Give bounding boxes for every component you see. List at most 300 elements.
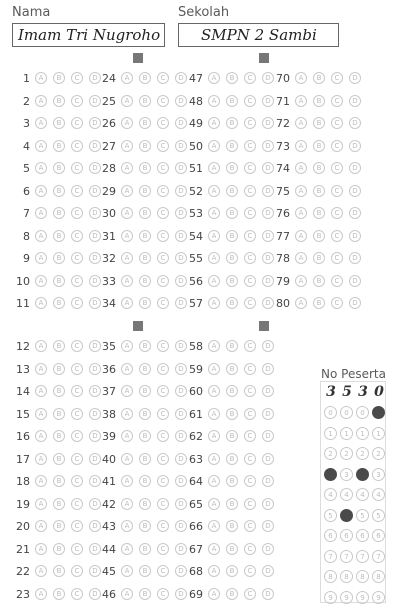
nama-field[interactable]: Imam Tri Nugroho [12, 23, 165, 47]
answer-bubble-b[interactable]: B [139, 162, 151, 174]
answer-bubble-c[interactable]: C [331, 72, 343, 84]
answer-bubble-a[interactable]: A [208, 588, 220, 600]
answer-bubble-d[interactable]: D [175, 185, 187, 197]
answer-bubble-c[interactable]: C [331, 95, 343, 107]
answer-bubble-a[interactable]: A [35, 95, 47, 107]
answer-bubble-c[interactable]: C [244, 498, 256, 510]
answer-bubble-c[interactable]: C [244, 117, 256, 129]
answer-bubble-b[interactable]: B [139, 475, 151, 487]
answer-bubble-b[interactable]: B [226, 230, 238, 242]
answer-bubble-b[interactable]: B [226, 297, 238, 309]
answer-bubble-c[interactable]: C [157, 588, 169, 600]
no-peserta-bubble-9[interactable]: 9 [340, 591, 353, 604]
answer-bubble-a[interactable]: A [121, 297, 133, 309]
no-peserta-bubble-3[interactable]: 3 [340, 468, 353, 481]
no-peserta-bubble-4[interactable]: 4 [372, 488, 385, 501]
answer-bubble-b[interactable]: B [139, 385, 151, 397]
answer-bubble-d[interactable]: D [89, 72, 101, 84]
answer-bubble-a[interactable]: A [35, 275, 47, 287]
answer-bubble-a[interactable]: A [208, 430, 220, 442]
no-peserta-bubble-0[interactable] [372, 406, 385, 419]
answer-bubble-d[interactable]: D [262, 162, 274, 174]
no-peserta-bubble-2[interactable]: 2 [356, 447, 369, 460]
answer-bubble-b[interactable]: B [139, 275, 151, 287]
answer-bubble-d[interactable]: D [349, 297, 361, 309]
sekolah-field[interactable]: SMPN 2 Sambi [178, 23, 339, 47]
answer-bubble-d[interactable]: D [175, 475, 187, 487]
answer-bubble-b[interactable]: B [313, 207, 325, 219]
answer-bubble-a[interactable]: A [121, 498, 133, 510]
answer-bubble-d[interactable]: D [262, 297, 274, 309]
answer-bubble-d[interactable]: D [89, 140, 101, 152]
answer-bubble-c[interactable]: C [157, 475, 169, 487]
answer-bubble-a[interactable]: A [121, 453, 133, 465]
answer-bubble-d[interactable]: D [349, 117, 361, 129]
answer-bubble-c[interactable]: C [244, 588, 256, 600]
answer-bubble-b[interactable]: B [313, 95, 325, 107]
answer-bubble-b[interactable]: B [226, 543, 238, 555]
answer-bubble-a[interactable]: A [295, 275, 307, 287]
no-peserta-bubble-1[interactable]: 1 [356, 427, 369, 440]
answer-bubble-b[interactable]: B [139, 72, 151, 84]
answer-bubble-c[interactable]: C [157, 408, 169, 420]
answer-bubble-b[interactable]: B [139, 453, 151, 465]
answer-bubble-c[interactable]: C [71, 453, 83, 465]
answer-bubble-a[interactable]: A [208, 72, 220, 84]
answer-bubble-b[interactable]: B [53, 363, 65, 375]
answer-bubble-b[interactable]: B [226, 72, 238, 84]
answer-bubble-a[interactable]: A [208, 340, 220, 352]
no-peserta-bubble-7[interactable]: 7 [324, 550, 337, 563]
answer-bubble-b[interactable]: B [313, 162, 325, 174]
answer-bubble-d[interactable]: D [262, 72, 274, 84]
answer-bubble-b[interactable]: B [53, 72, 65, 84]
answer-bubble-d[interactable]: D [262, 275, 274, 287]
answer-bubble-c[interactable]: C [244, 520, 256, 532]
answer-bubble-b[interactable]: B [139, 340, 151, 352]
answer-bubble-a[interactable]: A [35, 520, 47, 532]
answer-bubble-a[interactable]: A [121, 95, 133, 107]
answer-bubble-a[interactable]: A [35, 140, 47, 152]
answer-bubble-a[interactable]: A [208, 207, 220, 219]
answer-bubble-a[interactable]: A [208, 385, 220, 397]
no-peserta-bubble-0[interactable]: 0 [356, 406, 369, 419]
answer-bubble-d[interactable]: D [89, 297, 101, 309]
answer-bubble-d[interactable]: D [349, 140, 361, 152]
answer-bubble-c[interactable]: C [157, 185, 169, 197]
no-peserta-bubble-2[interactable]: 2 [340, 447, 353, 460]
answer-bubble-d[interactable]: D [262, 385, 274, 397]
answer-bubble-d[interactable]: D [175, 453, 187, 465]
answer-bubble-c[interactable]: C [71, 430, 83, 442]
answer-bubble-c[interactable]: C [157, 162, 169, 174]
answer-bubble-b[interactable]: B [139, 363, 151, 375]
answer-bubble-a[interactable]: A [295, 95, 307, 107]
answer-bubble-b[interactable]: B [53, 117, 65, 129]
answer-bubble-d[interactable]: D [262, 252, 274, 264]
answer-bubble-d[interactable]: D [262, 207, 274, 219]
answer-bubble-c[interactable]: C [71, 543, 83, 555]
answer-bubble-d[interactable]: D [349, 252, 361, 264]
answer-bubble-b[interactable]: B [53, 230, 65, 242]
answer-bubble-c[interactable]: C [331, 207, 343, 219]
answer-bubble-d[interactable]: D [89, 230, 101, 242]
answer-bubble-b[interactable]: B [53, 252, 65, 264]
answer-bubble-c[interactable]: C [71, 520, 83, 532]
answer-bubble-c[interactable]: C [157, 252, 169, 264]
answer-bubble-c[interactable]: C [244, 230, 256, 242]
no-peserta-bubble-3[interactable]: 3 [372, 468, 385, 481]
no-peserta-bubble-2[interactable]: 2 [324, 447, 337, 460]
answer-bubble-a[interactable]: A [121, 588, 133, 600]
no-peserta-bubble-0[interactable]: 0 [340, 406, 353, 419]
answer-bubble-a[interactable]: A [121, 385, 133, 397]
answer-bubble-a[interactable]: A [121, 185, 133, 197]
answer-bubble-c[interactable]: C [244, 95, 256, 107]
answer-bubble-c[interactable]: C [244, 385, 256, 397]
answer-bubble-d[interactable]: D [89, 95, 101, 107]
no-peserta-bubble-8[interactable]: 8 [356, 570, 369, 583]
answer-bubble-a[interactable]: A [35, 363, 47, 375]
answer-bubble-d[interactable]: D [262, 430, 274, 442]
no-peserta-bubble-3[interactable] [356, 468, 369, 481]
answer-bubble-d[interactable]: D [262, 140, 274, 152]
answer-bubble-d[interactable]: D [175, 275, 187, 287]
no-peserta-bubble-9[interactable]: 9 [372, 591, 385, 604]
answer-bubble-c[interactable]: C [71, 565, 83, 577]
answer-bubble-a[interactable]: A [35, 207, 47, 219]
answer-bubble-b[interactable]: B [226, 340, 238, 352]
answer-bubble-b[interactable]: B [313, 140, 325, 152]
answer-bubble-b[interactable]: B [226, 252, 238, 264]
no-peserta-bubble-8[interactable]: 8 [372, 570, 385, 583]
answer-bubble-c[interactable]: C [244, 207, 256, 219]
answer-bubble-d[interactable]: D [349, 275, 361, 287]
answer-bubble-b[interactable]: B [139, 588, 151, 600]
answer-bubble-b[interactable]: B [139, 565, 151, 577]
answer-bubble-a[interactable]: A [295, 140, 307, 152]
answer-bubble-a[interactable]: A [295, 230, 307, 242]
answer-bubble-d[interactable]: D [89, 363, 101, 375]
answer-bubble-c[interactable]: C [244, 275, 256, 287]
answer-bubble-a[interactable]: A [208, 117, 220, 129]
answer-bubble-d[interactable]: D [89, 453, 101, 465]
answer-bubble-d[interactable]: D [89, 162, 101, 174]
answer-bubble-c[interactable]: C [157, 385, 169, 397]
answer-bubble-c[interactable]: C [71, 385, 83, 397]
answer-bubble-a[interactable]: A [208, 95, 220, 107]
answer-bubble-c[interactable]: C [71, 498, 83, 510]
answer-bubble-a[interactable]: A [35, 498, 47, 510]
answer-bubble-b[interactable]: B [53, 520, 65, 532]
no-peserta-bubble-8[interactable]: 8 [324, 570, 337, 583]
answer-bubble-b[interactable]: B [226, 363, 238, 375]
answer-bubble-d[interactable]: D [262, 565, 274, 577]
answer-bubble-a[interactable]: A [208, 408, 220, 420]
answer-bubble-c[interactable]: C [331, 185, 343, 197]
answer-bubble-d[interactable]: D [349, 230, 361, 242]
answer-bubble-a[interactable]: A [121, 252, 133, 264]
no-peserta-bubble-2[interactable]: 2 [372, 447, 385, 460]
answer-bubble-b[interactable]: B [139, 498, 151, 510]
answer-bubble-b[interactable]: B [226, 140, 238, 152]
answer-bubble-c[interactable]: C [71, 140, 83, 152]
answer-bubble-c[interactable]: C [71, 117, 83, 129]
no-peserta-bubble-0[interactable]: 0 [324, 406, 337, 419]
answer-bubble-a[interactable]: A [295, 252, 307, 264]
answer-bubble-a[interactable]: A [295, 72, 307, 84]
answer-bubble-b[interactable]: B [226, 453, 238, 465]
answer-bubble-d[interactable]: D [175, 252, 187, 264]
answer-bubble-b[interactable]: B [53, 95, 65, 107]
answer-bubble-a[interactable]: A [35, 543, 47, 555]
answer-bubble-a[interactable]: A [121, 430, 133, 442]
answer-bubble-b[interactable]: B [53, 207, 65, 219]
answer-bubble-b[interactable]: B [313, 72, 325, 84]
answer-bubble-b[interactable]: B [313, 185, 325, 197]
answer-bubble-c[interactable]: C [244, 430, 256, 442]
answer-bubble-c[interactable]: C [157, 363, 169, 375]
answer-bubble-a[interactable]: A [295, 117, 307, 129]
answer-bubble-a[interactable]: A [35, 588, 47, 600]
answer-bubble-b[interactable]: B [226, 185, 238, 197]
answer-bubble-c[interactable]: C [157, 498, 169, 510]
answer-bubble-a[interactable]: A [121, 230, 133, 242]
answer-bubble-c[interactable]: C [244, 185, 256, 197]
answer-bubble-d[interactable]: D [175, 140, 187, 152]
answer-bubble-a[interactable]: A [208, 453, 220, 465]
answer-bubble-a[interactable]: A [208, 185, 220, 197]
answer-bubble-d[interactable]: D [349, 162, 361, 174]
answer-bubble-b[interactable]: B [313, 297, 325, 309]
answer-bubble-d[interactable]: D [262, 95, 274, 107]
answer-bubble-a[interactable]: A [35, 297, 47, 309]
no-peserta-bubble-5[interactable] [340, 509, 353, 522]
answer-bubble-b[interactable]: B [53, 408, 65, 420]
answer-bubble-b[interactable]: B [53, 543, 65, 555]
answer-bubble-b[interactable]: B [53, 185, 65, 197]
answer-bubble-c[interactable]: C [331, 117, 343, 129]
answer-bubble-c[interactable]: C [71, 252, 83, 264]
answer-bubble-b[interactable]: B [226, 520, 238, 532]
no-peserta-bubble-3[interactable] [324, 468, 337, 481]
answer-bubble-b[interactable]: B [139, 230, 151, 242]
answer-bubble-d[interactable]: D [262, 543, 274, 555]
answer-bubble-b[interactable]: B [53, 430, 65, 442]
answer-bubble-c[interactable]: C [71, 363, 83, 375]
answer-bubble-c[interactable]: C [157, 275, 169, 287]
answer-bubble-a[interactable]: A [35, 117, 47, 129]
no-peserta-bubble-1[interactable]: 1 [324, 427, 337, 440]
answer-bubble-b[interactable]: B [226, 498, 238, 510]
answer-bubble-d[interactable]: D [175, 363, 187, 375]
answer-bubble-c[interactable]: C [244, 475, 256, 487]
answer-bubble-b[interactable]: B [53, 162, 65, 174]
answer-bubble-c[interactable]: C [331, 162, 343, 174]
answer-bubble-c[interactable]: C [157, 565, 169, 577]
answer-bubble-b[interactable]: B [226, 565, 238, 577]
no-peserta-bubble-9[interactable]: 9 [356, 591, 369, 604]
no-peserta-bubble-5[interactable]: 5 [372, 509, 385, 522]
answer-bubble-b[interactable]: B [53, 453, 65, 465]
answer-bubble-d[interactable]: D [262, 363, 274, 375]
answer-bubble-a[interactable]: A [121, 363, 133, 375]
answer-bubble-a[interactable]: A [121, 207, 133, 219]
answer-bubble-a[interactable]: A [121, 543, 133, 555]
answer-bubble-a[interactable]: A [121, 340, 133, 352]
answer-bubble-c[interactable]: C [71, 275, 83, 287]
answer-bubble-a[interactable]: A [35, 385, 47, 397]
answer-bubble-a[interactable]: A [208, 230, 220, 242]
answer-bubble-a[interactable]: A [35, 565, 47, 577]
answer-bubble-a[interactable]: A [121, 520, 133, 532]
answer-bubble-b[interactable]: B [226, 275, 238, 287]
no-peserta-bubble-7[interactable]: 7 [372, 550, 385, 563]
answer-bubble-b[interactable]: B [139, 408, 151, 420]
answer-bubble-b[interactable]: B [313, 275, 325, 287]
answer-bubble-b[interactable]: B [226, 207, 238, 219]
answer-bubble-a[interactable]: A [295, 207, 307, 219]
no-peserta-bubble-5[interactable]: 5 [324, 509, 337, 522]
answer-bubble-b[interactable]: B [226, 475, 238, 487]
answer-bubble-b[interactable]: B [313, 230, 325, 242]
answer-bubble-c[interactable]: C [157, 543, 169, 555]
answer-bubble-c[interactable]: C [71, 185, 83, 197]
answer-bubble-c[interactable]: C [244, 140, 256, 152]
answer-bubble-d[interactable]: D [262, 588, 274, 600]
answer-bubble-b[interactable]: B [53, 297, 65, 309]
answer-bubble-a[interactable]: A [121, 565, 133, 577]
answer-bubble-b[interactable]: B [226, 117, 238, 129]
answer-bubble-b[interactable]: B [139, 95, 151, 107]
answer-bubble-c[interactable]: C [157, 297, 169, 309]
answer-bubble-b[interactable]: B [226, 430, 238, 442]
answer-bubble-a[interactable]: A [121, 117, 133, 129]
answer-bubble-a[interactable]: A [35, 475, 47, 487]
answer-bubble-d[interactable]: D [175, 340, 187, 352]
no-peserta-bubble-7[interactable]: 7 [340, 550, 353, 563]
answer-bubble-d[interactable]: D [262, 475, 274, 487]
answer-bubble-a[interactable]: A [35, 185, 47, 197]
answer-bubble-d[interactable]: D [89, 185, 101, 197]
answer-bubble-d[interactable]: D [89, 385, 101, 397]
answer-bubble-d[interactable]: D [262, 230, 274, 242]
answer-bubble-a[interactable]: A [121, 140, 133, 152]
answer-bubble-c[interactable]: C [244, 252, 256, 264]
answer-bubble-b[interactable]: B [226, 162, 238, 174]
answer-bubble-c[interactable]: C [331, 252, 343, 264]
answer-bubble-c[interactable]: C [157, 430, 169, 442]
answer-bubble-d[interactable]: D [175, 430, 187, 442]
answer-bubble-a[interactable]: A [121, 475, 133, 487]
answer-bubble-d[interactable]: D [175, 117, 187, 129]
answer-bubble-b[interactable]: B [53, 340, 65, 352]
answer-bubble-d[interactable]: D [89, 475, 101, 487]
answer-bubble-d[interactable]: D [175, 543, 187, 555]
answer-bubble-d[interactable]: D [89, 430, 101, 442]
answer-bubble-b[interactable]: B [53, 140, 65, 152]
answer-bubble-a[interactable]: A [208, 543, 220, 555]
answer-bubble-d[interactable]: D [262, 520, 274, 532]
answer-bubble-d[interactable]: D [175, 498, 187, 510]
answer-bubble-c[interactable]: C [244, 363, 256, 375]
answer-bubble-d[interactable]: D [175, 230, 187, 242]
answer-bubble-c[interactable]: C [331, 297, 343, 309]
answer-bubble-c[interactable]: C [71, 408, 83, 420]
answer-bubble-a[interactable]: A [208, 520, 220, 532]
answer-bubble-c[interactable]: C [157, 95, 169, 107]
answer-bubble-d[interactable]: D [175, 297, 187, 309]
no-peserta-bubble-1[interactable]: 1 [340, 427, 353, 440]
answer-bubble-c[interactable]: C [157, 230, 169, 242]
answer-bubble-b[interactable]: B [226, 408, 238, 420]
answer-bubble-a[interactable]: A [295, 185, 307, 197]
no-peserta-bubble-6[interactable]: 6 [372, 529, 385, 542]
answer-bubble-b[interactable]: B [139, 140, 151, 152]
answer-bubble-d[interactable]: D [262, 185, 274, 197]
answer-bubble-c[interactable]: C [157, 117, 169, 129]
answer-bubble-c[interactable]: C [71, 162, 83, 174]
answer-bubble-b[interactable]: B [139, 297, 151, 309]
answer-bubble-a[interactable]: A [35, 340, 47, 352]
answer-bubble-c[interactable]: C [71, 588, 83, 600]
answer-bubble-c[interactable]: C [331, 275, 343, 287]
answer-bubble-a[interactable]: A [121, 162, 133, 174]
answer-bubble-d[interactable]: D [89, 543, 101, 555]
answer-bubble-c[interactable]: C [244, 72, 256, 84]
answer-bubble-b[interactable]: B [313, 252, 325, 264]
answer-bubble-b[interactable]: B [53, 565, 65, 577]
answer-bubble-d[interactable]: D [349, 207, 361, 219]
answer-bubble-c[interactable]: C [157, 140, 169, 152]
answer-bubble-b[interactable]: B [139, 520, 151, 532]
answer-bubble-a[interactable]: A [208, 565, 220, 577]
answer-bubble-c[interactable]: C [71, 475, 83, 487]
answer-bubble-d[interactable]: D [175, 520, 187, 532]
answer-bubble-b[interactable]: B [226, 95, 238, 107]
answer-bubble-a[interactable]: A [35, 230, 47, 242]
answer-bubble-d[interactable]: D [349, 72, 361, 84]
answer-bubble-b[interactable]: B [139, 185, 151, 197]
answer-bubble-d[interactable]: D [175, 207, 187, 219]
answer-bubble-d[interactable]: D [89, 340, 101, 352]
answer-bubble-a[interactable]: A [208, 363, 220, 375]
answer-bubble-a[interactable]: A [208, 297, 220, 309]
answer-bubble-c[interactable]: C [331, 230, 343, 242]
answer-bubble-a[interactable]: A [208, 275, 220, 287]
answer-bubble-d[interactable]: D [175, 385, 187, 397]
answer-bubble-a[interactable]: A [35, 72, 47, 84]
answer-bubble-d[interactable]: D [175, 72, 187, 84]
answer-bubble-d[interactable]: D [89, 207, 101, 219]
answer-bubble-c[interactable]: C [244, 543, 256, 555]
answer-bubble-c[interactable]: C [244, 297, 256, 309]
answer-bubble-c[interactable]: C [157, 340, 169, 352]
answer-bubble-a[interactable]: A [121, 408, 133, 420]
answer-bubble-c[interactable]: C [244, 162, 256, 174]
answer-bubble-d[interactable]: D [262, 453, 274, 465]
answer-bubble-a[interactable]: A [121, 72, 133, 84]
answer-bubble-d[interactable]: D [175, 162, 187, 174]
answer-bubble-c[interactable]: C [71, 297, 83, 309]
answer-bubble-b[interactable]: B [53, 588, 65, 600]
answer-bubble-d[interactable]: D [89, 117, 101, 129]
answer-bubble-a[interactable]: A [208, 252, 220, 264]
answer-bubble-b[interactable]: B [226, 588, 238, 600]
answer-bubble-d[interactable]: D [89, 275, 101, 287]
answer-bubble-c[interactable]: C [244, 408, 256, 420]
no-peserta-bubble-4[interactable]: 4 [324, 488, 337, 501]
